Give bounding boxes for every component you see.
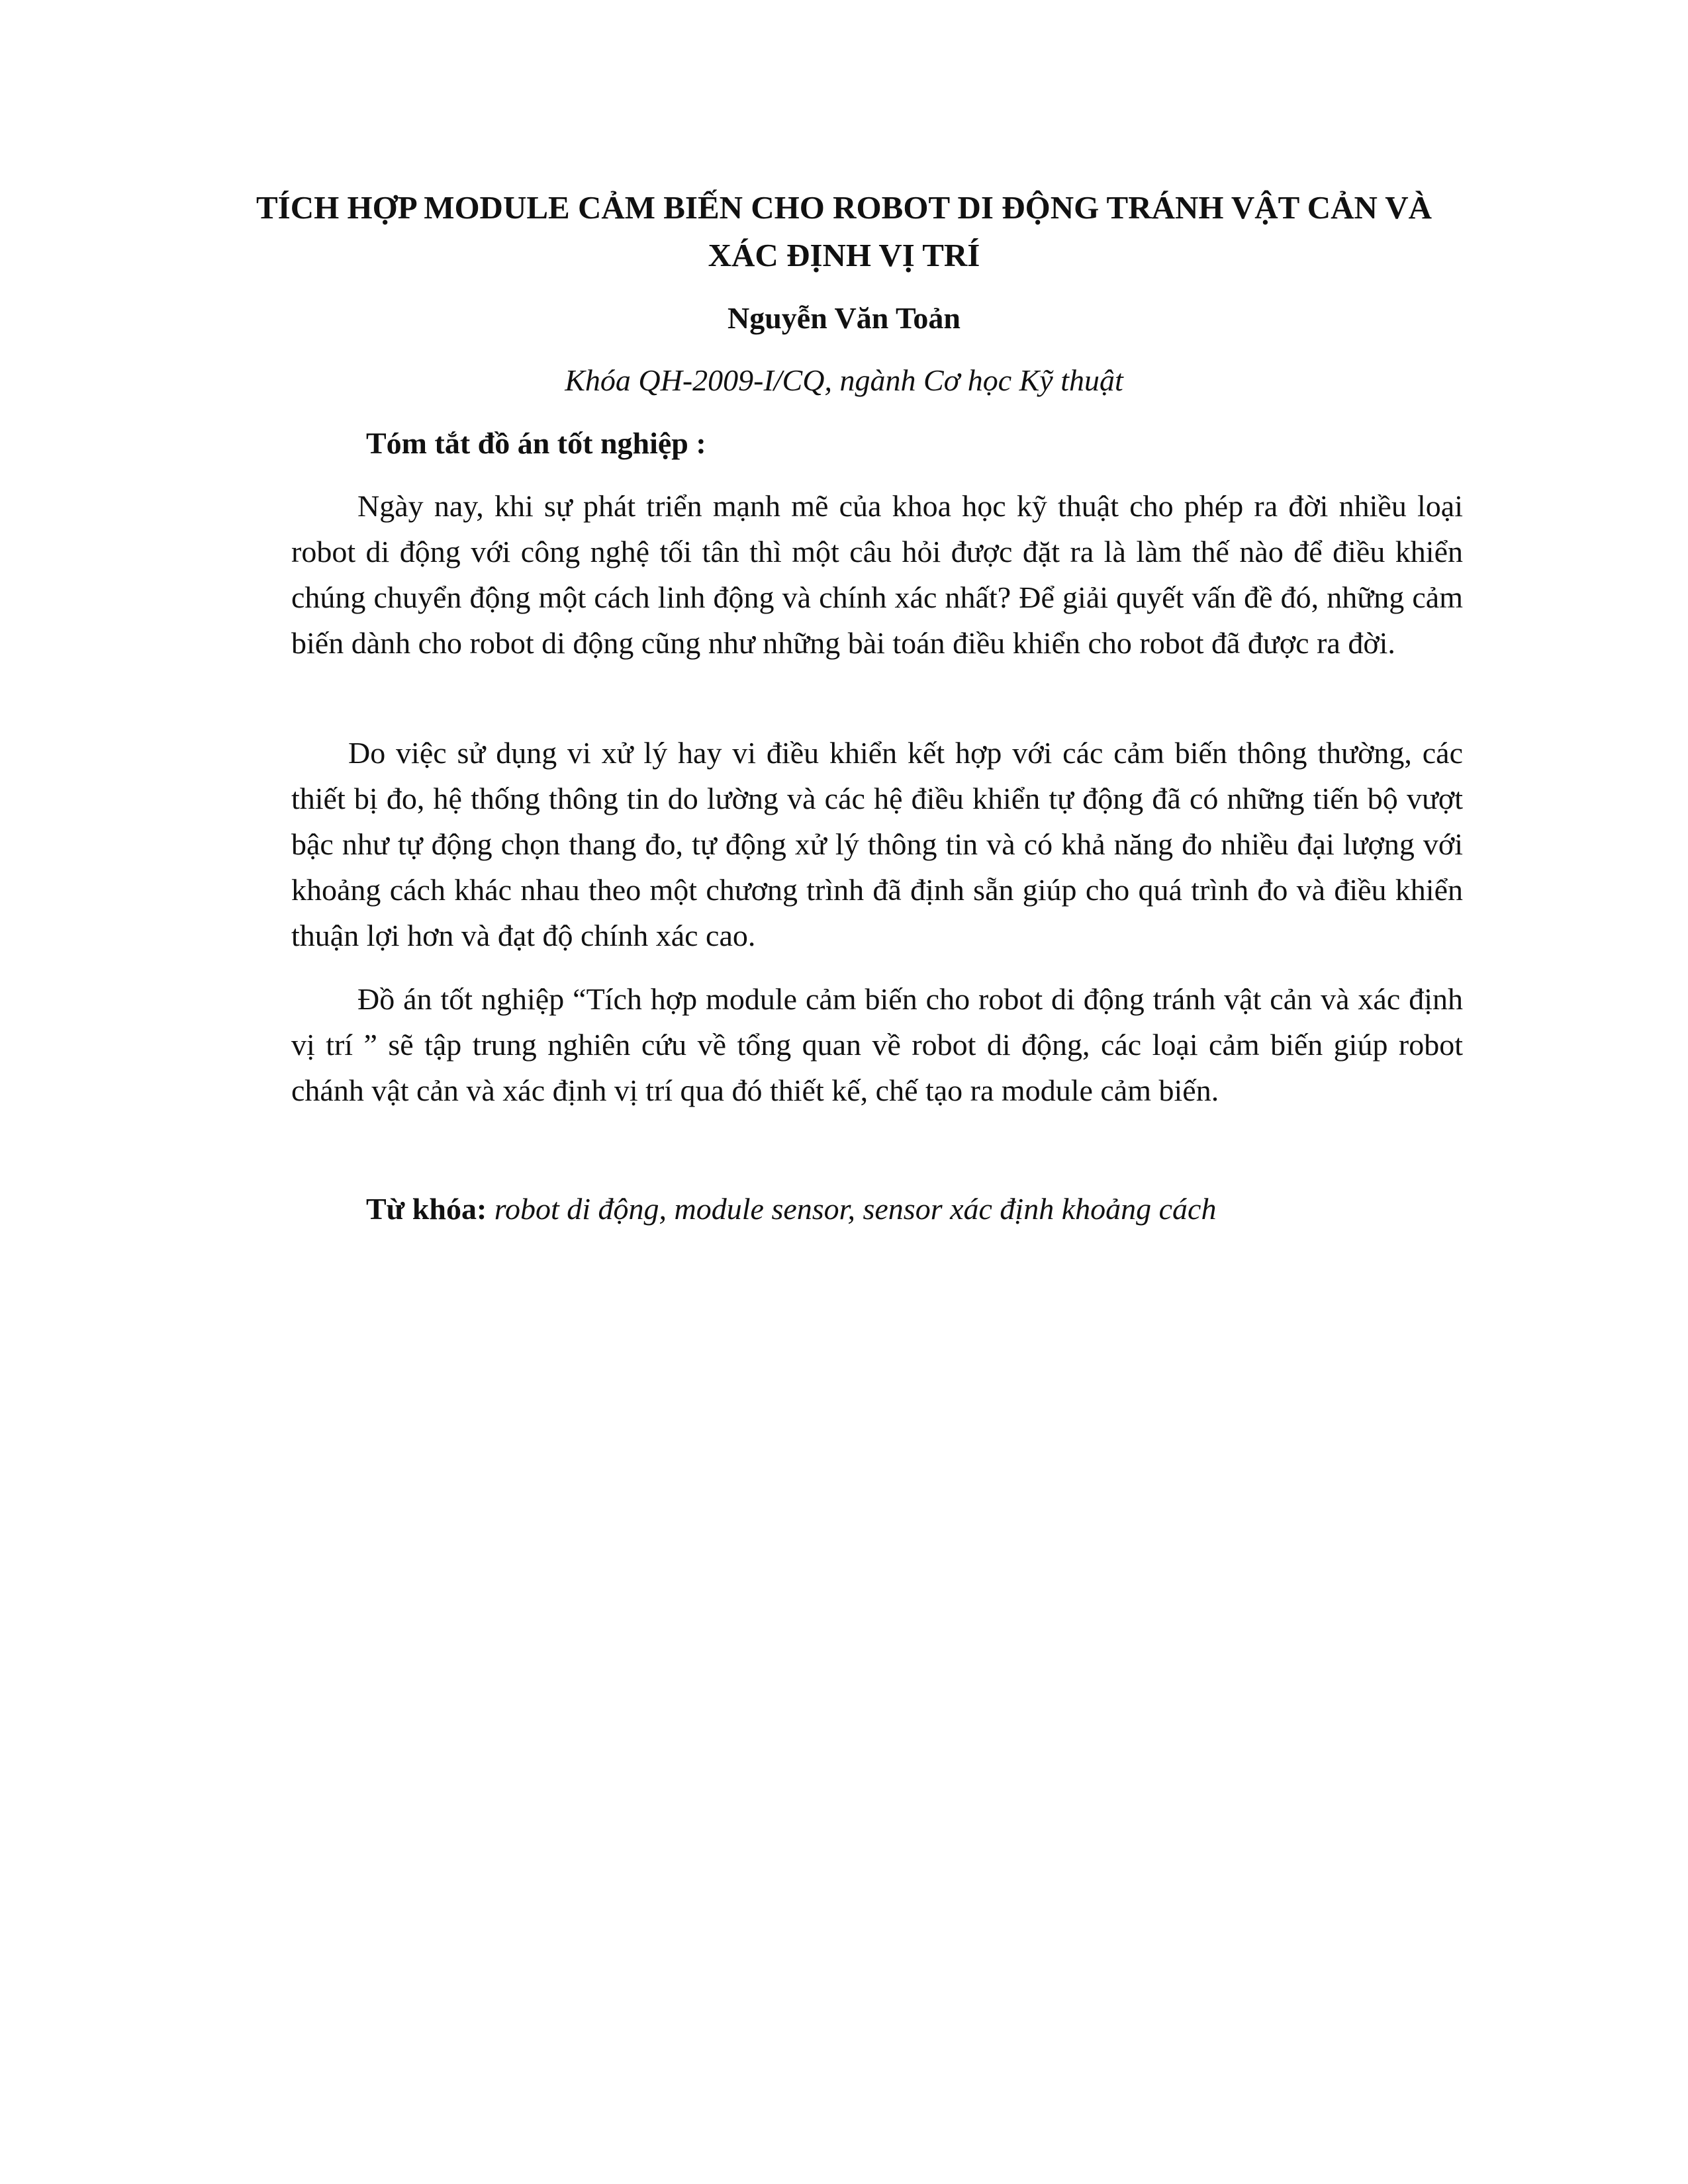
abstract-paragraph: Ngày nay, khi sự phát triển mạnh mẽ của khoa học kỹ thuật cho phép ra đời nhiều loại robot di động với công nghệ tối tân thì một câu hỏi được đặt ra là làm thế nào để điều khiển chúng chuyển động một cách linh động và chính xác nhất? Để giải quyết vấn đề đó, những cảm biến dành cho robot di động cũng như những bài toán điều khiển cho robot đã được ra đời.	[291, 489, 1463, 660]
abstract-paragraph: Do việc sử dụng vi xử lý hay vi điều khiển kết hợp với các cảm biến thông thường, các thiết bị đo, hệ thống thông tin do lường và các hệ điều khiển tự động đã có những tiến bộ vượt bậc như tự động chọn thang đo, tự động xử lý thông tin và có khả năng đo nhiều đại lượng với khoảng cách khác nhau theo một chương trình đã định sẵn giúp cho quá trình đo và điều khiển thuận lợi hơn và đạt độ chính xác cao.	[291, 736, 1463, 952]
author-affiliation: Khóa QH-2009-I/CQ, ngành Cơ học Kỹ thuật	[565, 363, 1123, 397]
page-title: TÍCH HỢP MODULE CẢM BIẾN CHO ROBOT DI ĐỘNG TRÁNH VẬT CẢN VÀ XÁC ĐỊNH VỊ TRÍ	[256, 189, 1432, 273]
abstract-paragraph: Đồ án tốt nghiệp “Tích hợp module cảm biến cho robot di động tránh vật cản và xác định vị trí ” sẽ tập trung nghiên cứu về tổng quan về robot di động, các loại cảm biến giúp robot chánh vật cản và xác định vị trí qua đó thiết kế, chế tạo ra module cảm biến.	[291, 982, 1463, 1107]
keywords-line	[366, 1189, 1216, 1229]
author-name: Nguyễn Văn Toản	[727, 301, 961, 335]
keywords-values: robot di động, module sensor, sensor xác định khoảng cách	[494, 1192, 1217, 1226]
abstract-heading: Tóm tắt đồ án tốt nghiệp :	[366, 426, 706, 460]
keywords-label: Từ khóa:	[366, 1192, 487, 1226]
